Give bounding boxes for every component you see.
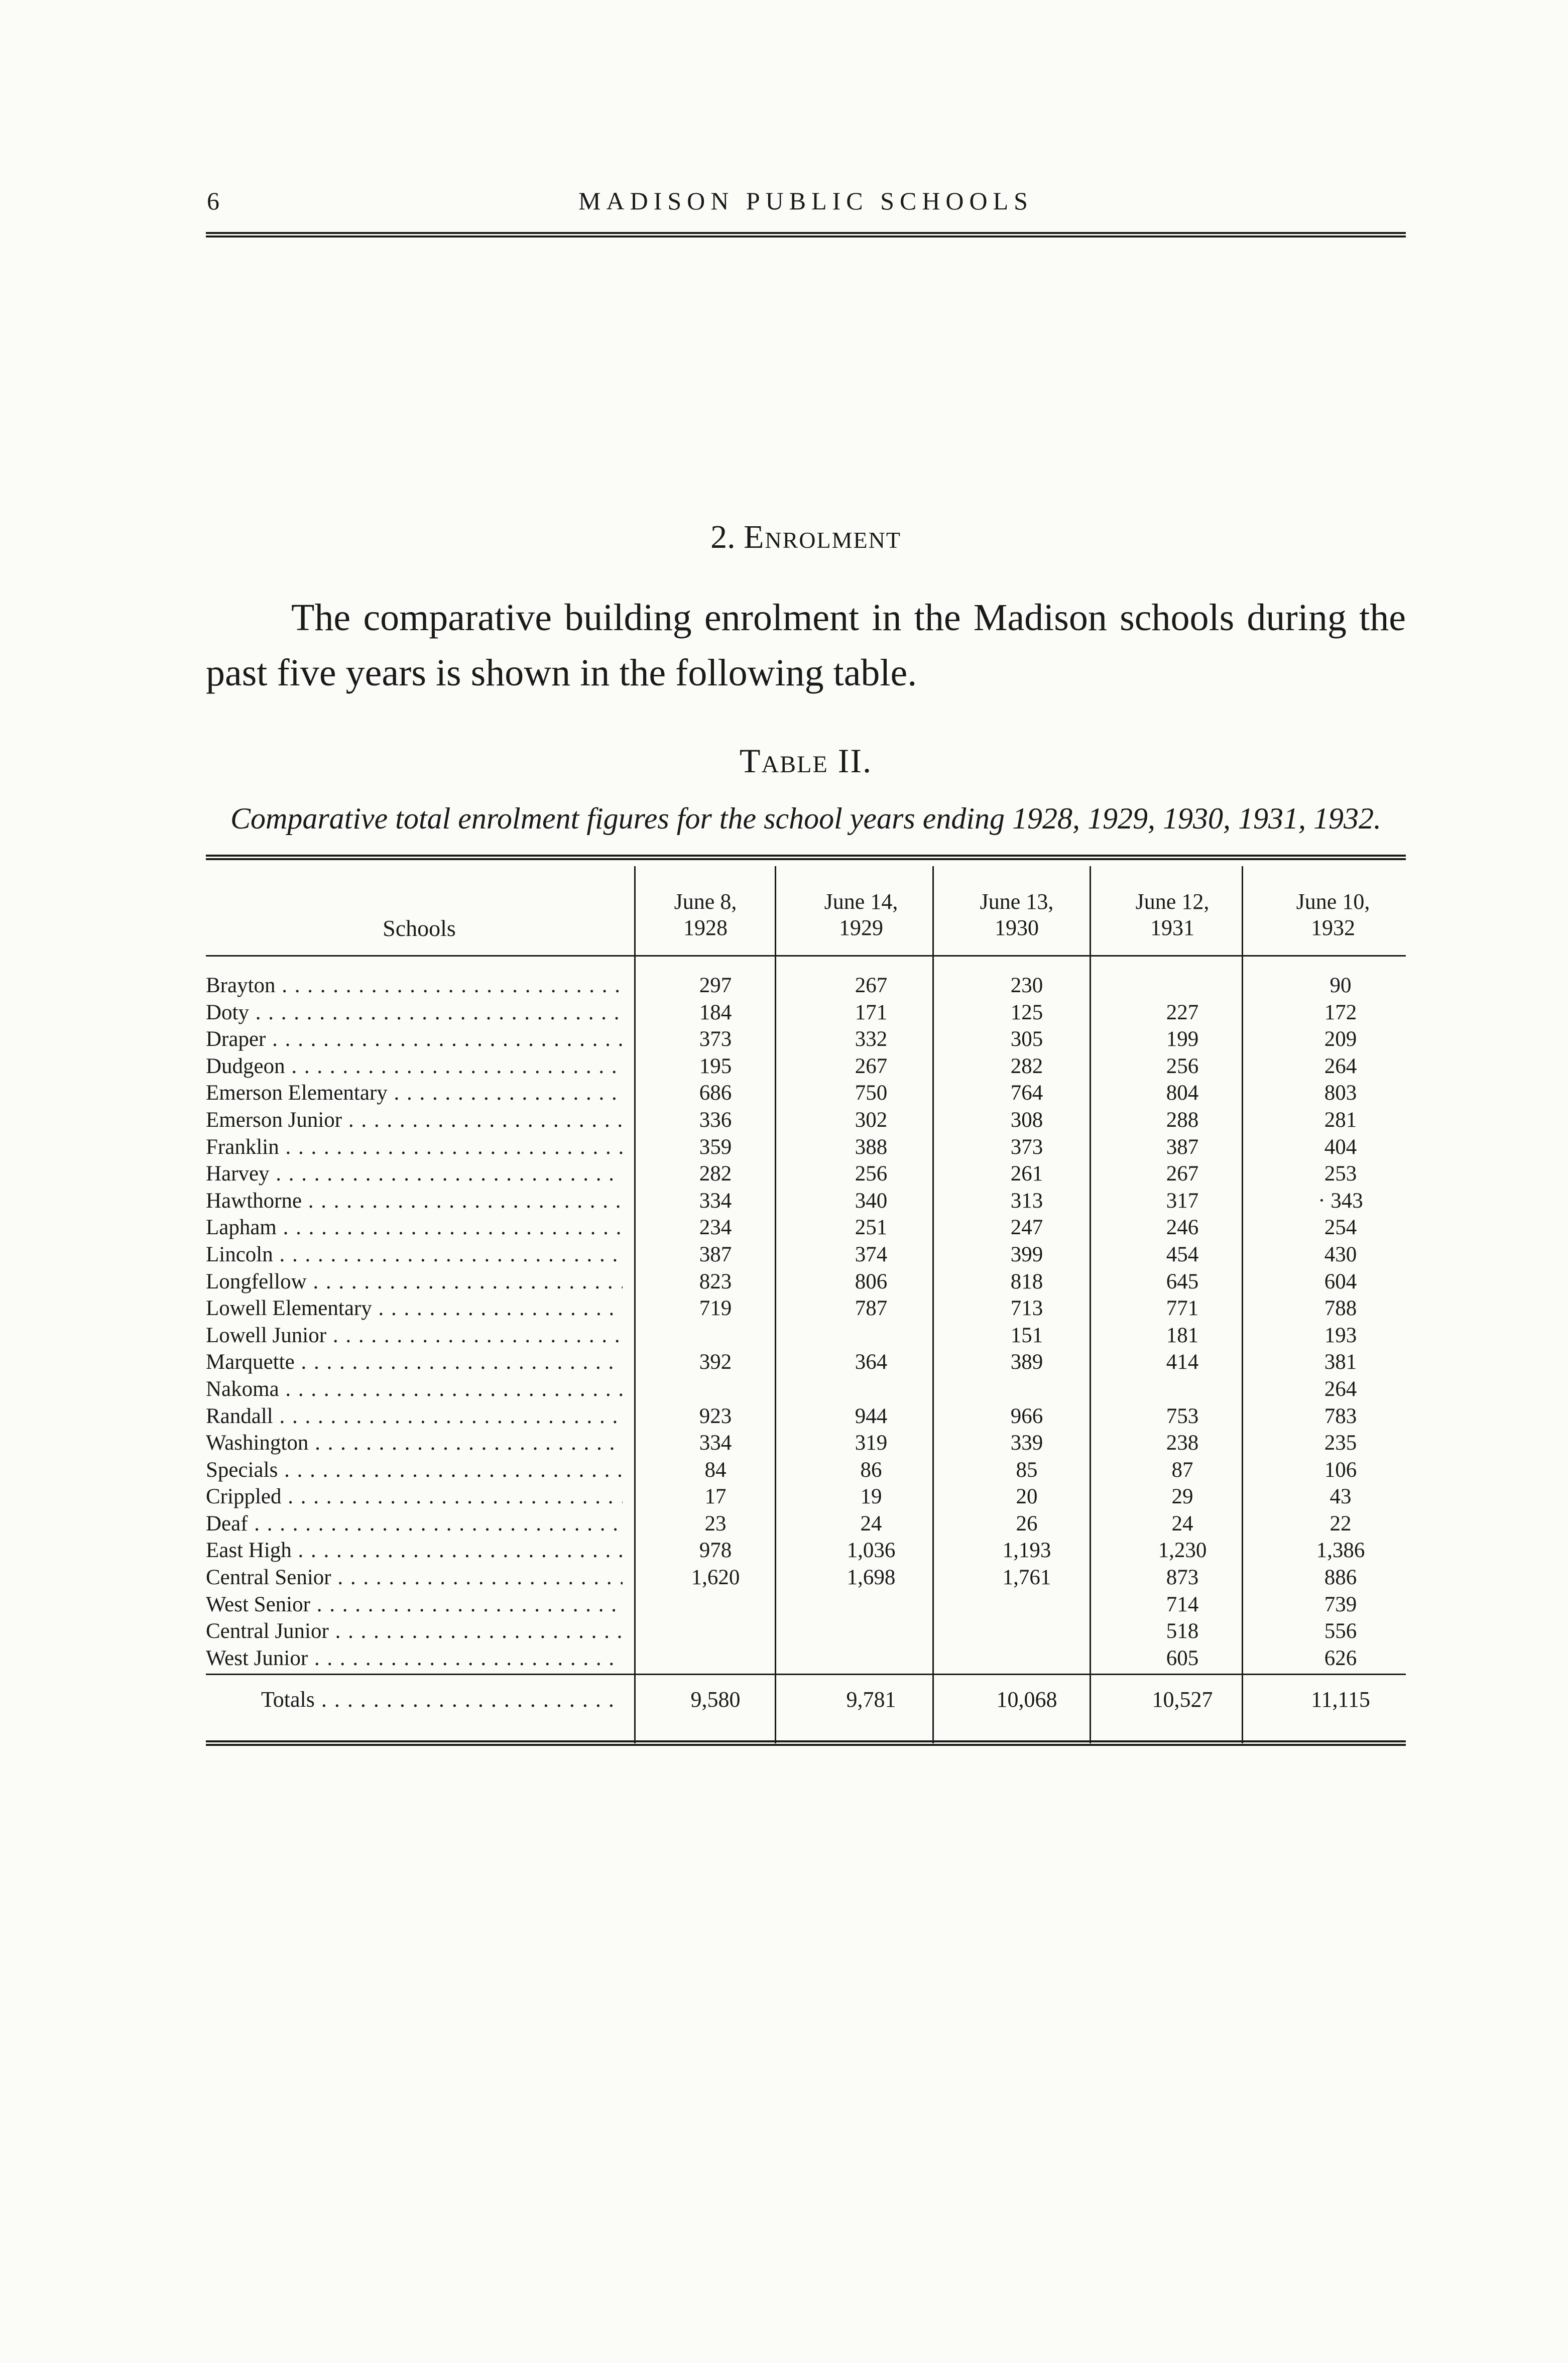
- table-title: Table II.: [739, 742, 873, 780]
- column-date: June 10,: [1296, 889, 1370, 914]
- table-row: [206, 1241, 1406, 1268]
- enrolment-1929: 256: [855, 1162, 888, 1186]
- school-name: West Senior . . .: [206, 1591, 623, 1618]
- totals-top-rule: [206, 1674, 1406, 1675]
- school-name: East High . . .: [206, 1537, 623, 1564]
- column-year: 1928: [683, 915, 728, 940]
- school-name: Central Senior . . .: [206, 1564, 623, 1591]
- enrolment-1930: 85: [1016, 1458, 1038, 1482]
- enrolment-1931: 714: [1166, 1592, 1199, 1616]
- enrolment-1930: 26: [1016, 1511, 1038, 1535]
- header-bottom-rule: [206, 955, 1406, 957]
- enrolment-1929: 19: [860, 1485, 882, 1509]
- enrolment-1930: 261: [1010, 1162, 1043, 1186]
- enrolment-1929: 24: [860, 1511, 882, 1535]
- table-row: [206, 1591, 1406, 1618]
- table-row: [206, 1645, 1406, 1672]
- enrolment-1929: 364: [855, 1350, 888, 1374]
- column-year: 1929: [839, 915, 883, 940]
- enrolment-1929: 86: [860, 1458, 882, 1482]
- enrolment-1929: 388: [855, 1135, 888, 1159]
- school-name: Longfellow . . .: [206, 1268, 623, 1295]
- column-header-1930: [949, 889, 1084, 941]
- enrolment-1929: 302: [855, 1108, 888, 1132]
- enrolment-1932: 253: [1324, 1162, 1357, 1186]
- enrolment-1930: 125: [1010, 1000, 1043, 1024]
- school-name: Brayton . . .: [206, 972, 623, 999]
- enrolment-1929: 374: [855, 1242, 888, 1266]
- school-name: Dudgeon . . .: [206, 1053, 623, 1080]
- school-name: Hawthorne . . .: [206, 1188, 623, 1215]
- enrolment-1931: 87: [1171, 1458, 1193, 1482]
- enrolment-1932: 788: [1324, 1296, 1357, 1321]
- table-row: [206, 1322, 1406, 1349]
- enrolment-1932: 209: [1324, 1027, 1357, 1051]
- enrolment-1932: 90: [1330, 974, 1352, 997]
- table-top-rule: [206, 855, 1406, 860]
- table-row: [206, 1080, 1406, 1107]
- section-number: 2.: [710, 519, 736, 555]
- schools-column-header: Schools: [383, 915, 456, 941]
- table-row: [206, 1564, 1406, 1591]
- column-date: June 12,: [1135, 889, 1210, 914]
- enrolment-1928: 17: [704, 1485, 727, 1509]
- enrolment-1930: 282: [1010, 1054, 1043, 1078]
- enrolment-1928: 297: [699, 974, 732, 997]
- enrolment-1931: 873: [1166, 1566, 1199, 1590]
- school-name: West Junior . . .: [206, 1645, 623, 1672]
- enrolment-1929: 267: [855, 1054, 888, 1078]
- enrolment-1932: 1,386: [1316, 1539, 1365, 1563]
- school-name: Deaf . . .: [206, 1510, 623, 1538]
- enrolment-1931: 645: [1166, 1269, 1199, 1293]
- enrolment-1929: 1,698: [847, 1566, 896, 1590]
- column-header-1928: [638, 889, 773, 941]
- total-1931: 10,527: [1152, 1687, 1213, 1712]
- table-row: [206, 1188, 1406, 1215]
- table-row: [206, 1483, 1406, 1510]
- enrolment-1931: 238: [1166, 1431, 1199, 1455]
- enrolment-1929: 750: [855, 1081, 888, 1105]
- school-name: Nakoma . . .: [206, 1376, 623, 1403]
- enrolment-1931: 246: [1166, 1216, 1199, 1240]
- enrolment-1930: 308: [1010, 1108, 1043, 1132]
- enrolment-1932: 193: [1324, 1323, 1357, 1347]
- enrolment-1931: 518: [1166, 1619, 1199, 1643]
- column-year: 1930: [995, 915, 1039, 940]
- section-heading: [206, 515, 1406, 560]
- enrolment-1931: 804: [1166, 1081, 1199, 1105]
- enrolment-1932: 172: [1324, 1000, 1357, 1024]
- enrolment-1929: 267: [855, 974, 888, 997]
- section-title: Enrolment: [744, 519, 901, 555]
- enrolment-1932: 783: [1324, 1404, 1357, 1428]
- table-row: [206, 1107, 1406, 1134]
- school-name: Lowell Junior . . .: [206, 1322, 623, 1349]
- enrolment-1928: 923: [699, 1404, 732, 1428]
- enrolment-1929: 1,036: [847, 1539, 896, 1563]
- enrolment-1930: 313: [1010, 1189, 1043, 1213]
- table-row: [206, 1026, 1406, 1053]
- enrolment-1931: 24: [1171, 1511, 1193, 1535]
- enrolment-1932: 430: [1324, 1242, 1357, 1266]
- enrolment-1932: 604: [1324, 1269, 1357, 1293]
- school-name: Washington . . .: [206, 1430, 623, 1457]
- enrolment-1932: 264: [1324, 1054, 1357, 1078]
- table-caption: Comparative total enrolment figures for the school years ending 1928, 1929, 1930, 1931, 1932.: [230, 802, 1382, 835]
- school-name: Lapham . . .: [206, 1214, 623, 1241]
- table-row: [206, 1160, 1406, 1188]
- header-rule: [206, 232, 1406, 238]
- school-name: Lowell Elementary . . .: [206, 1295, 623, 1322]
- enrolment-1928: 23: [704, 1511, 727, 1535]
- enrolment-1929: 944: [855, 1404, 888, 1428]
- enrolment-1928: 195: [699, 1054, 732, 1078]
- enrolment-1932: 886: [1324, 1566, 1357, 1590]
- enrolment-1928: 686: [699, 1081, 732, 1105]
- enrolment-1932: 739: [1324, 1592, 1357, 1616]
- enrolment-1932: 264: [1324, 1377, 1357, 1401]
- enrolment-1931: 317: [1166, 1189, 1199, 1213]
- enrolment-1932: 281: [1324, 1108, 1357, 1132]
- enrolment-1931: 181: [1166, 1323, 1199, 1347]
- page-header: [206, 186, 1406, 216]
- enrolment-1928: 373: [699, 1027, 732, 1051]
- column-header-1931: [1105, 889, 1240, 941]
- table-row: [206, 999, 1406, 1026]
- school-name: Harvey . . .: [206, 1160, 623, 1188]
- totals-row: [206, 1685, 1406, 1715]
- enrolment-1932: 803: [1324, 1081, 1357, 1105]
- enrolment-1929: 787: [855, 1296, 888, 1321]
- table-bottom-rule: [206, 1740, 1406, 1746]
- enrolment-1932: 404: [1324, 1135, 1357, 1159]
- enrolment-1930: 305: [1010, 1027, 1043, 1051]
- enrolment-1930: 1,193: [1002, 1539, 1051, 1563]
- enrolment-1931: 771: [1166, 1296, 1199, 1321]
- enrolment-1930: 339: [1010, 1431, 1043, 1455]
- enrolment-1930: 373: [1010, 1135, 1043, 1159]
- enrolment-1928: 392: [699, 1350, 732, 1374]
- school-name: Randall . . .: [206, 1403, 623, 1430]
- table-row: [206, 1134, 1406, 1161]
- enrolment-1928: 84: [704, 1458, 727, 1482]
- total-1928: 9,580: [690, 1687, 741, 1712]
- enrolment-1928: 234: [699, 1216, 732, 1240]
- running-head: MADISON PUBLIC SCHOOLS: [578, 187, 1033, 215]
- enrolment-1932: 556: [1324, 1619, 1357, 1643]
- enrolment-1930: 20: [1016, 1485, 1038, 1509]
- enrolment-1931: 227: [1166, 1000, 1199, 1024]
- enrolment-1931: 288: [1166, 1108, 1199, 1132]
- enrolment-1932: 235: [1324, 1431, 1357, 1455]
- column-header-1929: [793, 889, 929, 941]
- enrolment-1928: 334: [699, 1431, 732, 1455]
- enrolment-1931: 29: [1171, 1485, 1193, 1509]
- enrolment-1930: 151: [1010, 1323, 1043, 1347]
- column-date: June 14,: [824, 889, 898, 914]
- enrolment-1928: 334: [699, 1189, 732, 1213]
- enrolment-1928: 387: [699, 1242, 732, 1266]
- enrolment-1932: 22: [1330, 1511, 1352, 1535]
- enrolment-1928: 823: [699, 1269, 732, 1293]
- page-number: 6: [207, 187, 219, 215]
- table-row: [206, 1376, 1406, 1403]
- table-row: [206, 1295, 1406, 1322]
- enrolment-1930: 247: [1010, 1216, 1043, 1240]
- column-year: 1932: [1311, 915, 1355, 940]
- table-row: [206, 1349, 1406, 1376]
- total-1930: 10,068: [996, 1687, 1057, 1712]
- enrolment-1929: 251: [855, 1216, 888, 1240]
- enrolment-1930: 1,761: [1002, 1566, 1051, 1590]
- table-row: [206, 1510, 1406, 1538]
- column-date: June 13,: [980, 889, 1054, 914]
- enrolment-1931: 1,230: [1158, 1539, 1207, 1563]
- enrolment-1930: 399: [1010, 1242, 1043, 1266]
- enrolment-1928: 978: [699, 1539, 732, 1563]
- enrolment-1932: 43: [1330, 1485, 1352, 1509]
- school-name: Emerson Junior . . .: [206, 1107, 623, 1134]
- enrolment-1928: 184: [699, 1000, 732, 1024]
- enrolment-1930: 713: [1010, 1296, 1043, 1321]
- school-name: Marquette . . .: [206, 1349, 623, 1376]
- enrolment-1931: 267: [1166, 1162, 1199, 1186]
- enrolment-1930: 966: [1010, 1404, 1043, 1428]
- enrolment-1931: 414: [1166, 1350, 1199, 1374]
- enrolment-1929: 806: [855, 1269, 888, 1293]
- enrolment-1928: 336: [699, 1108, 732, 1132]
- column-date: June 8,: [674, 889, 737, 914]
- enrolment-1928: 1,620: [691, 1566, 740, 1590]
- enrolment-1932: · 343: [1318, 1189, 1363, 1213]
- table-row: [206, 1403, 1406, 1430]
- total-1929: 9,781: [846, 1687, 896, 1712]
- school-name: Lincoln . . .: [206, 1241, 623, 1268]
- enrolment-1932: 106: [1324, 1458, 1357, 1482]
- enrolment-1931: 387: [1166, 1135, 1199, 1159]
- enrolment-1932: 626: [1324, 1646, 1357, 1670]
- enrolment-1929: 171: [855, 1000, 888, 1024]
- intro-paragraph: The comparative building enrolment in the Madison schools during the past five years is shown in the following table.: [206, 597, 1406, 694]
- table-row: [206, 1268, 1406, 1295]
- enrolment-1930: 230: [1010, 974, 1043, 997]
- enrolment-1930: 389: [1010, 1350, 1043, 1374]
- enrolment-1931: 605: [1166, 1646, 1199, 1670]
- table-row: [206, 1214, 1406, 1241]
- column-year: 1931: [1150, 915, 1194, 940]
- school-name: Specials . . .: [206, 1457, 623, 1484]
- school-name: Emerson Elementary . . .: [206, 1080, 623, 1107]
- column-header-1932: [1263, 889, 1403, 941]
- table-row: [206, 1618, 1406, 1645]
- table-row: [206, 1430, 1406, 1457]
- school-name: Franklin . . .: [206, 1134, 623, 1161]
- total-1932: 11,115: [1311, 1687, 1370, 1712]
- table-row: [206, 1537, 1406, 1564]
- enrolment-1928: 719: [699, 1296, 732, 1321]
- enrolment-1931: 454: [1166, 1242, 1199, 1266]
- school-name: Central Junior . . .: [206, 1618, 623, 1645]
- table-row: [206, 1457, 1406, 1484]
- table-body: [206, 972, 1406, 1672]
- school-name: Draper . . .: [206, 1026, 623, 1053]
- table-row: [206, 1053, 1406, 1080]
- enrolment-1931: 753: [1166, 1404, 1199, 1428]
- enrolment-1928: 359: [699, 1135, 732, 1159]
- enrolment-1932: 381: [1324, 1350, 1357, 1374]
- enrolment-1928: 282: [699, 1162, 732, 1186]
- totals-label: Totals . . .: [261, 1685, 623, 1715]
- school-name: Doty . . .: [206, 999, 623, 1026]
- enrolment-1929: 319: [855, 1431, 888, 1455]
- school-name: Crippled . . .: [206, 1483, 623, 1510]
- enrolment-1929: 332: [855, 1027, 888, 1051]
- table-row: [206, 972, 1406, 999]
- enrolment-1932: 254: [1324, 1216, 1357, 1240]
- enrolment-1930: 764: [1010, 1081, 1043, 1105]
- enrolment-1930: 818: [1010, 1269, 1043, 1293]
- enrolment-1929: 340: [855, 1189, 888, 1213]
- enrolment-1931: 199: [1166, 1027, 1199, 1051]
- enrolment-1931: 256: [1166, 1054, 1199, 1078]
